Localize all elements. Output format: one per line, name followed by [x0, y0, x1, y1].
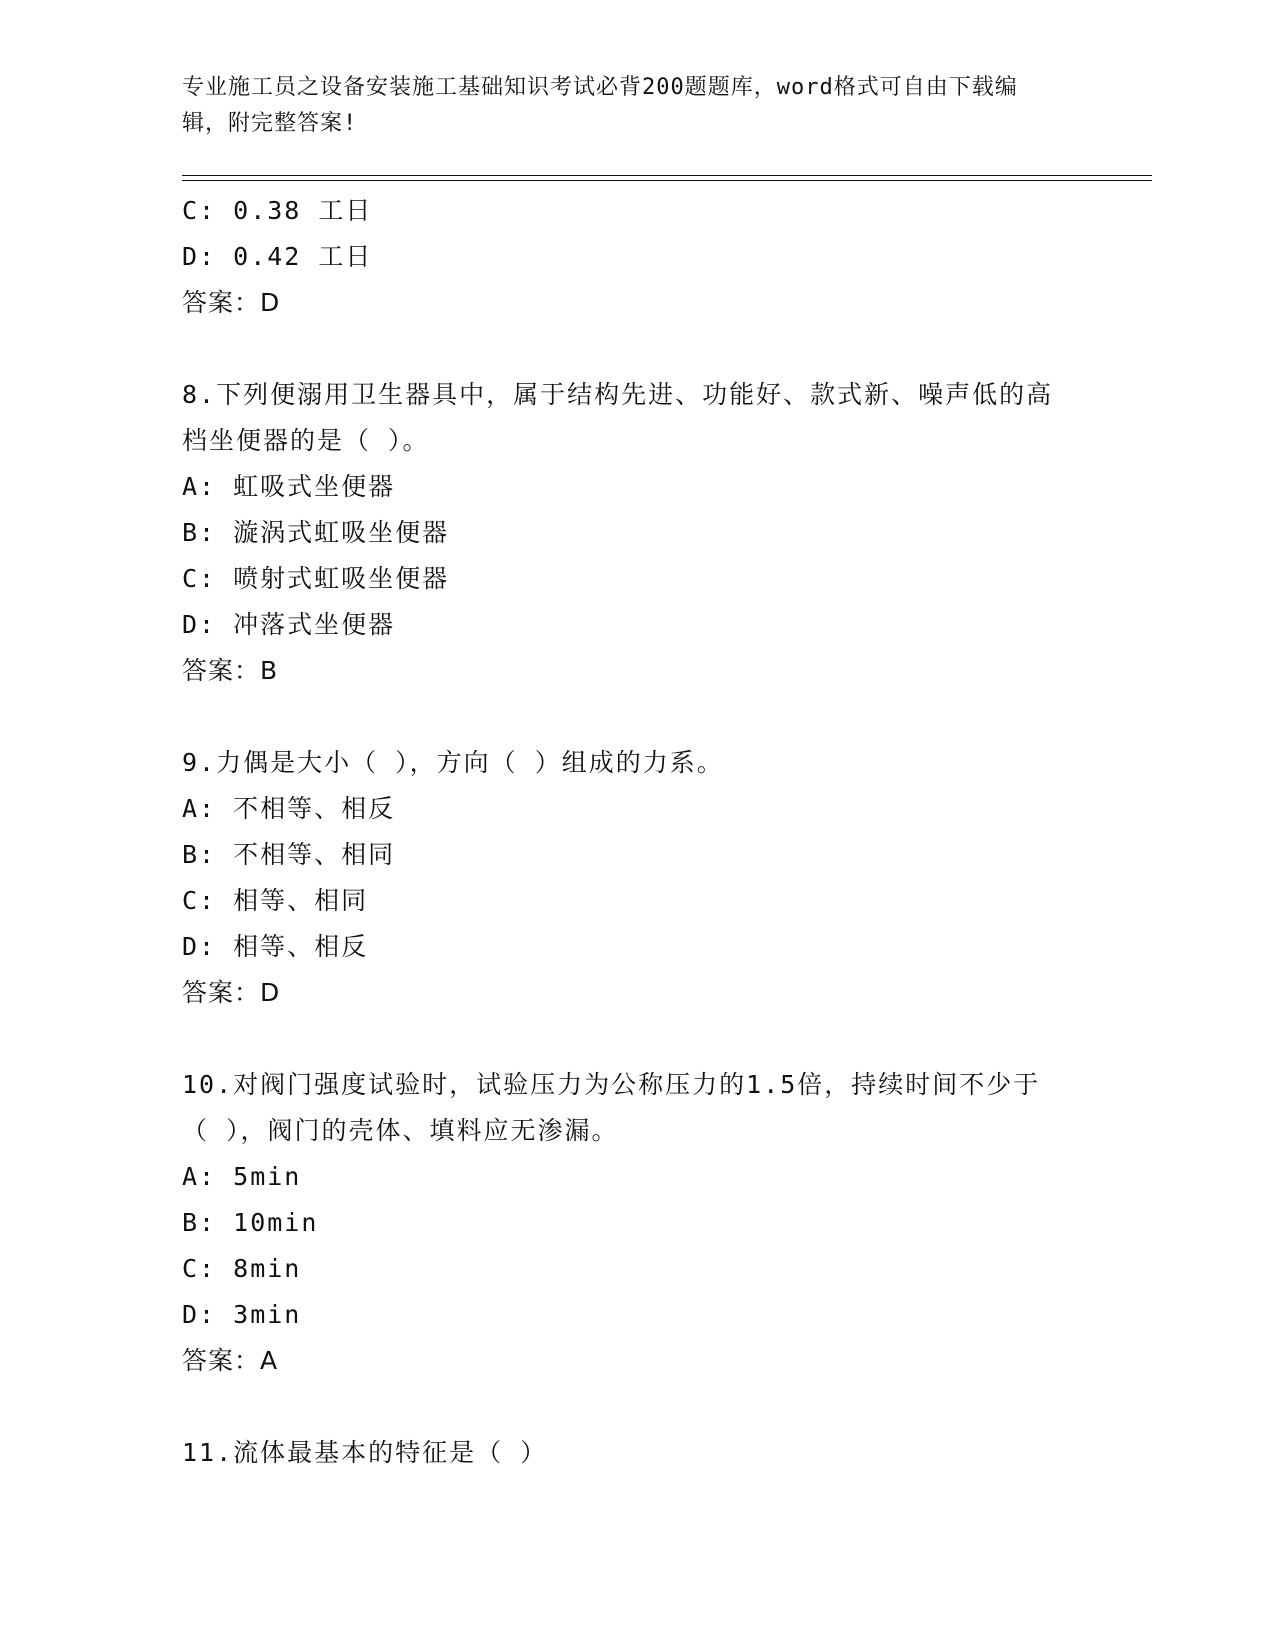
q9-answer: 答案：D — [182, 978, 281, 1007]
q10-option-c: C: 8min — [182, 1254, 302, 1283]
q8-option-b: B: 漩涡式虹吸坐便器 — [182, 518, 450, 547]
option-c: C: 0.38 工日 — [182, 196, 373, 225]
q9-option-a: A: 不相等、相反 — [182, 794, 396, 823]
q8-option-c: C: 喷射式虹吸坐便器 — [182, 564, 450, 593]
q10-option-d: D: 3min — [182, 1300, 302, 1329]
answer-line: 答案：D — [182, 288, 281, 317]
question-8-text: 8.下列便溺用卫生器具中，属于结构先进、功能好、款式新、噪声低的高档坐便器的是（ ）。 — [182, 380, 1054, 455]
header-divider-bottom — [182, 180, 1152, 181]
q8-option-d: D: 冲落式坐便器 — [182, 610, 396, 639]
question-10-text: 10.对阀门强度试验时，试验压力为公称压力的1.5倍，持续时间不少于（ ），阀门的壳体、填料应无渗漏。 — [182, 1070, 1041, 1145]
q9-option-c: C: 相等、相同 — [182, 886, 369, 915]
q10-option-a: A: 5min — [182, 1162, 302, 1191]
q10-option-b: B: 10min — [182, 1208, 319, 1237]
q8-answer: 答案：B — [182, 656, 279, 685]
question-9-text: 9.力偶是大小（ ），方向（ ）组成的力系。 — [182, 748, 724, 777]
document-header-title: 专业施工员之设备安装施工基础知识考试必背200题题库，word格式可自由下载编辑，附完整答案! — [182, 75, 1018, 136]
q8-option-a: A: 虹吸式坐便器 — [182, 472, 396, 501]
q10-answer: 答案：A — [182, 1346, 279, 1375]
header-divider-top — [182, 175, 1152, 176]
option-d: D: 0.42 工日 — [182, 242, 373, 271]
q9-option-b: B: 不相等、相同 — [182, 840, 396, 869]
question-11-text: 11.流体最基本的特征是（ ） — [182, 1438, 548, 1467]
question-list — [182, 188, 1082, 1476]
q9-option-d: D: 相等、相反 — [182, 932, 369, 961]
